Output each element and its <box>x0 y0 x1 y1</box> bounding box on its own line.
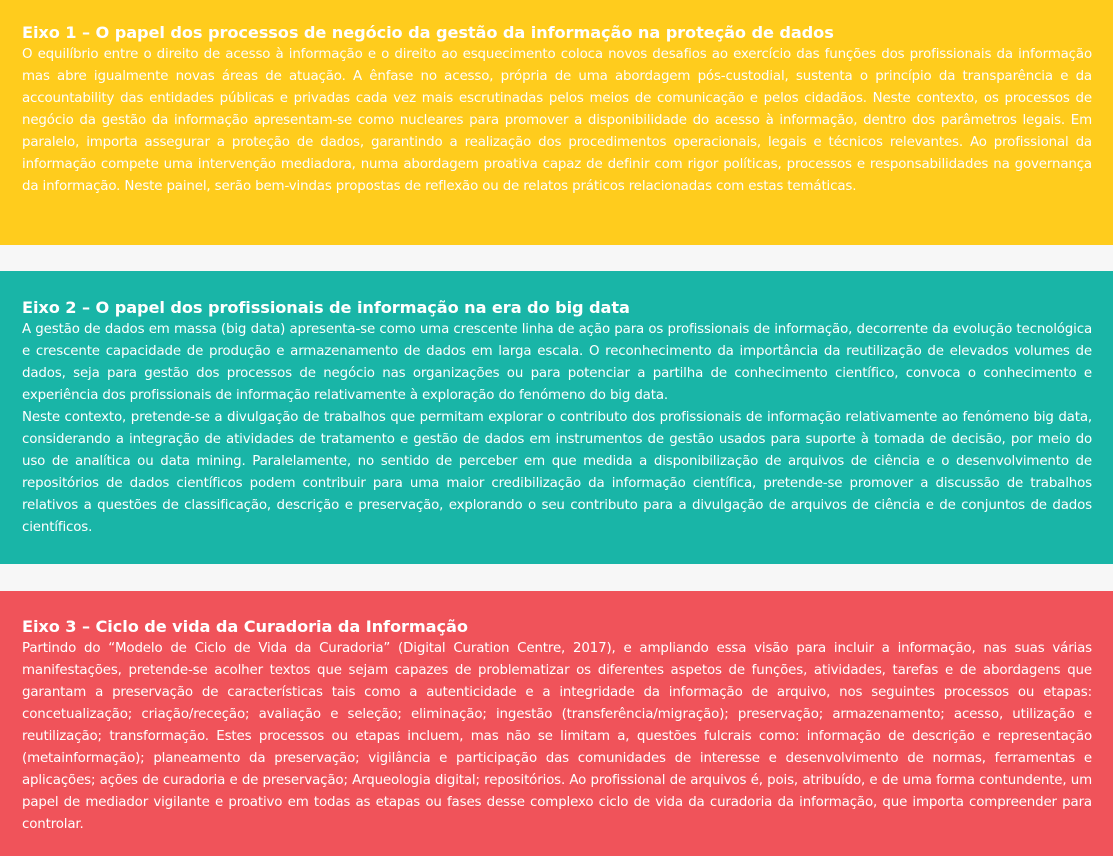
eixo-2-body-paragraph-2: Neste contexto, pretende-se a divulgação de trabalhos que permitam explorar o contributo dos profissionais de informação relativamente ao fenómeno big data, considerando a integração de atividades de tratamento e gestão de dados em instrumentos de gestão usados para suporte à tomada de decisão, por meio do uso de analítica ou data mining. Paralelamente, no sentido de perceber em que medida a disponibilização de arquivos de ciência e o desenvolvimento de repositórios de dados científicos podem contribuir para uma maior credibilização da informação científica, pretende-se promover a discussão de trabalhos relativos a questões de classificação, descrição e preservação, explorando o seu contributo para a divulgação de arquivos de ciência e de conjuntos de dados científicos. <box>22 410 1092 535</box>
eixo-1-title: Eixo 1 – O papel dos processos de negócio da gestão da informação na proteção de dados <box>22 23 834 42</box>
eixo-3-title: Eixo 3 – Ciclo de vida da Curadoria da Informação <box>22 617 468 636</box>
eixo-2-title: Eixo 2 – O papel dos profissionais de informação na era do big data <box>22 298 630 317</box>
eixo-2-body-paragraph-1: A gestão de dados em massa (big data) apresenta-se como uma crescente linha de ação para os profissionais de informação, decorrente da evolução tecnológica e crescente capacidade de produção e armazenamento de dados em larga escala. O reconhecimento da importância da reutilização de elevados volumes de dados, seja para gestão dos processos de negócio nas organizações ou para potenciar a partilha de conhecimento científico, convoca o conhecimento e experiência dos profissionais de informação relativamente à exploração do fenómeno do big data. <box>22 322 1092 403</box>
eixo-2-panel <box>0 271 1113 564</box>
eixo-3-body: Partindo do “Modelo de Ciclo de Vida da Curadoria” (Digital Curation Centre, 2017), e ampliando essa visão para incluir a informação, nas suas várias manifestações, pretende-se acolher textos que sejam capazes de problematizar os diferentes aspetos de funções, atividades, tarefas e de abordagens que garantam a preservação de características tais como a autenticidade e a integridade da informação de arquivo, nos seguintes processos ou etapas: concetualização; criação/receção; avaliação e seleção; eliminação; ingestão (transferência/migração); preservação; armazenamento; acesso, utilização e reutilização; transformação. Estes processos ou etapas incluem, mas não se limitam a, questões fulcrais como: informação de descrição e representação (metainformação); planeamento da preservação; vigilância e participação das comunidades de interesse e desenvolvimento de normas, ferramentas e aplicações; ações de curadoria e de preservação; Arqueologia digital; repositórios. Ao profissional de arquivos é, pois, atribuído, e de uma forma contundente, um papel de mediador vigilante e proativo em todas as etapas ou fases desse complexo ciclo de vida da curadoria da informação, que importa compreender para controlar. <box>22 641 1092 832</box>
eixo-3-panel <box>0 591 1113 856</box>
eixo-1-panel <box>0 0 1113 245</box>
eixo-1-body: O equilíbrio entre o direito de acesso à informação e o direito ao esquecimento coloca novos desafios ao exercício das funções dos profissionais da informação mas abre igualmente novas áreas de atuação. A ênfase no acesso, própria de uma abordagem pós-custodial, sustenta o princípio da transparência e da accountability das entidades públicas e privadas cada vez mais escrutinadas pelos meios de comunicação e pelos cidadãos. Neste contexto, os processos de negócio da gestão da informação apresentam-se como nucleares para promover a disponibilidade do acesso à informação, dentro dos parâmetros legais. Em paralelo, importa assegurar a proteção de dados, garantindo a realização dos procedimentos operacionais, legais e técnicos relevantes. Ao profissional da informação compete uma intervenção mediadora, numa abordagem proativa capaz de definir com rigor políticas, processos e responsabilidades na governança da informação. Neste painel, serão bem-vindas propostas de reflexão ou de relatos práticos relacionadas com estas temáticas. <box>22 47 1092 194</box>
